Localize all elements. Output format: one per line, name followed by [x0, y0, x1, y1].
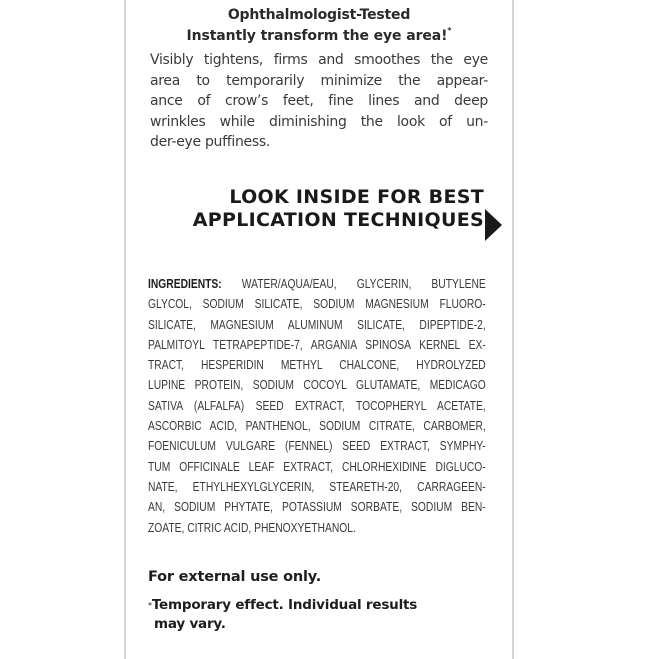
callout-line: APPLICATION TECHNIQUES	[192, 209, 484, 231]
description-line: wrinkles while diminishing the look of un-	[150, 113, 488, 130]
ingredients-line: LUPINE PROTEIN, SODIUM COCOYL GLUTAMATE, MEDICAGO	[148, 377, 486, 393]
ingredients-line: TRACT, HESPERIDIN METHYL CHALCONE, HYDROLYZED	[148, 357, 486, 373]
footnote-line	[148, 596, 478, 615]
headline	[126, 28, 512, 44]
product-description	[150, 50, 488, 153]
description-line: Visibly tightens, firms and smoothes the eye	[150, 52, 488, 68]
ophthalmologist-tested-claim: Ophthalmologist-Tested	[227, 7, 411, 23]
ingredients-line: PALMITOYL TETRAPEPTIDE-7, ARGANIA SPINOSA KERNEL EX-	[148, 336, 486, 352]
ingredients-line: ZOATE, CITRIC ACID, PHENOXYETHANOL.	[148, 519, 356, 535]
ingredients-line: ASCORBIC ACID, PANTHENOL, SODIUM CITRATE, CARBOMER,	[148, 418, 486, 434]
ingredients-line: TUM OFFICINALE LEAF EXTRACT, CHLORHEXIDINE DIGLUCO-	[148, 458, 486, 474]
ingredients-line	[148, 274, 486, 294]
ingredients-list	[148, 274, 486, 538]
headline-text: Instantly transform the eye area!	[186, 28, 448, 44]
description-line: area to temporarily minimize the appear-	[150, 72, 488, 89]
ingredients-line: GLYCOL, SODIUM SILICATE, SODIUM MAGNESIUM FLUORO-	[148, 296, 486, 312]
footnote-marker: *	[148, 601, 152, 610]
ingredients-line: SILICATE, MAGNESIUM ALUMINUM SILICATE, DIPEPTIDE-2,	[148, 316, 486, 332]
ingredients-label: INGREDIENTS:	[148, 276, 222, 291]
ingredients-line: FOENICULUM VULGARE (FENNEL) SEED EXTRACT, SYMPHY-	[148, 438, 486, 454]
product-label-panel	[124, 0, 514, 659]
ingredients-line: SATIVA (ALFALFA) SEED EXTRACT, TOCOPHERYL ACETATE,	[148, 397, 486, 413]
footnote-line: may vary.	[154, 616, 226, 632]
description-line: der-eye puffiness.	[150, 134, 271, 150]
headline-footnote-marker: *	[447, 26, 452, 35]
footnote-text: Temporary effect. Individual results	[151, 597, 418, 613]
application-techniques-callout	[146, 186, 484, 232]
ingredients-line: NATE, ETHYLHEXYLGLYCERIN, STEARETH-20, CARRAGEEN-	[148, 478, 486, 494]
triangle-right-icon	[485, 209, 502, 241]
ingredients-text: WATER/AQUA/EAU, GLYCERIN, BUTYLENE	[241, 276, 486, 291]
external-use-warning: For external use only.	[148, 569, 322, 585]
callout-line: LOOK INSIDE FOR BEST	[229, 186, 484, 208]
description-line: ance of crow’s feet, fine lines and deep	[150, 93, 488, 109]
footnote	[148, 596, 478, 634]
ingredients-line: AN, SODIUM PHYTATE, POTASSIUM SORBATE, SODIUM BEN-	[148, 499, 486, 515]
